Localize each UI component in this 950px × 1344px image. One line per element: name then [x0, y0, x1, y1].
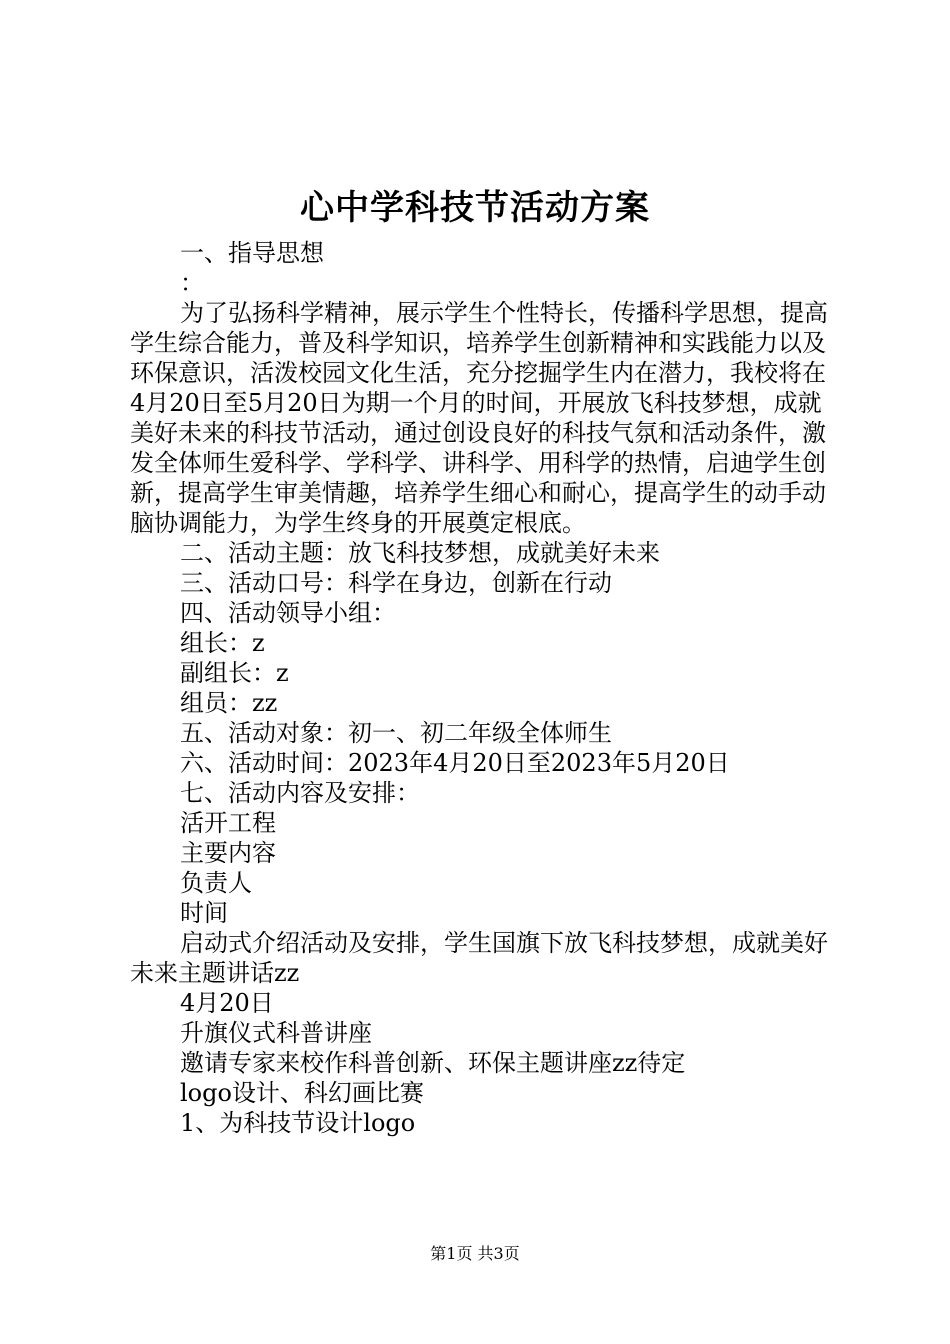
section-leadership: 四、活动领导小组：: [180, 599, 396, 627]
list-item: 邀请专家来校作科普创新、环保主题讲座zz待定: [180, 1049, 686, 1077]
page-footer: 第1页 共3页: [430, 1244, 520, 1263]
colon-line: ：: [180, 269, 204, 297]
list-item: 启动式介绍活动及安排，学生国旗下放飞科技梦想，成就美好未来主题讲话zz: [130, 929, 828, 987]
document-body: [130, 238, 830, 1138]
leader-line: 组长：z: [180, 629, 265, 657]
list-item: logo设计、科幻画比赛: [180, 1079, 424, 1107]
paragraph-purpose: 为了弘扬科学精神，展示学生个性特长，传播科学思想，提高学生综合能力，普及科学知识，培养学生创新精神和实践能力以及环保意识，活泼校园文化生活，充分挖掘学生内在潜力，我校将在4月20日至5月20日为期一个月的时间，开展放飞科技梦想，成就美好未来的科技节活动，通过创设良好的科技气氛和活动条件，激发全体师生爱科学、学科学、讲科学、用科学的热情，启迪学生创新，提高学生审美情趣，培养学生细心和耐心，提高学生的动手动脑协调能力，为学生终身的开展奠定根底。: [130, 299, 828, 537]
section-theme: 二、活动主题：放飞科技梦想，成就美好未来: [180, 539, 660, 567]
section-heading-guiding: 一、指导思想: [180, 239, 324, 267]
document-title: 心中学科技节活动方案: [300, 188, 650, 228]
section-time: 六、活动时间：2023年4月20日至2023年5月20日: [180, 749, 730, 777]
list-item: 4月20日: [180, 989, 274, 1017]
table-header-project: 活开工程: [180, 809, 276, 837]
members-line: 组员：zz: [180, 689, 278, 717]
list-item: 升旗仪式科普讲座: [180, 1019, 372, 1047]
section-audience: 五、活动对象：初一、初二年级全体师生: [180, 719, 612, 747]
section-content: 七、活动内容及安排：: [180, 779, 420, 807]
table-header-owner: 负责人: [180, 869, 252, 897]
deputy-leader-line: 副组长：z: [180, 659, 289, 687]
list-item: 1、为科技节设计logo: [180, 1109, 416, 1137]
table-header-content: 主要内容: [180, 839, 276, 867]
section-slogan: 三、活动口号：科学在身边，创新在行动: [180, 569, 612, 597]
table-header-time: 时间: [180, 899, 228, 927]
